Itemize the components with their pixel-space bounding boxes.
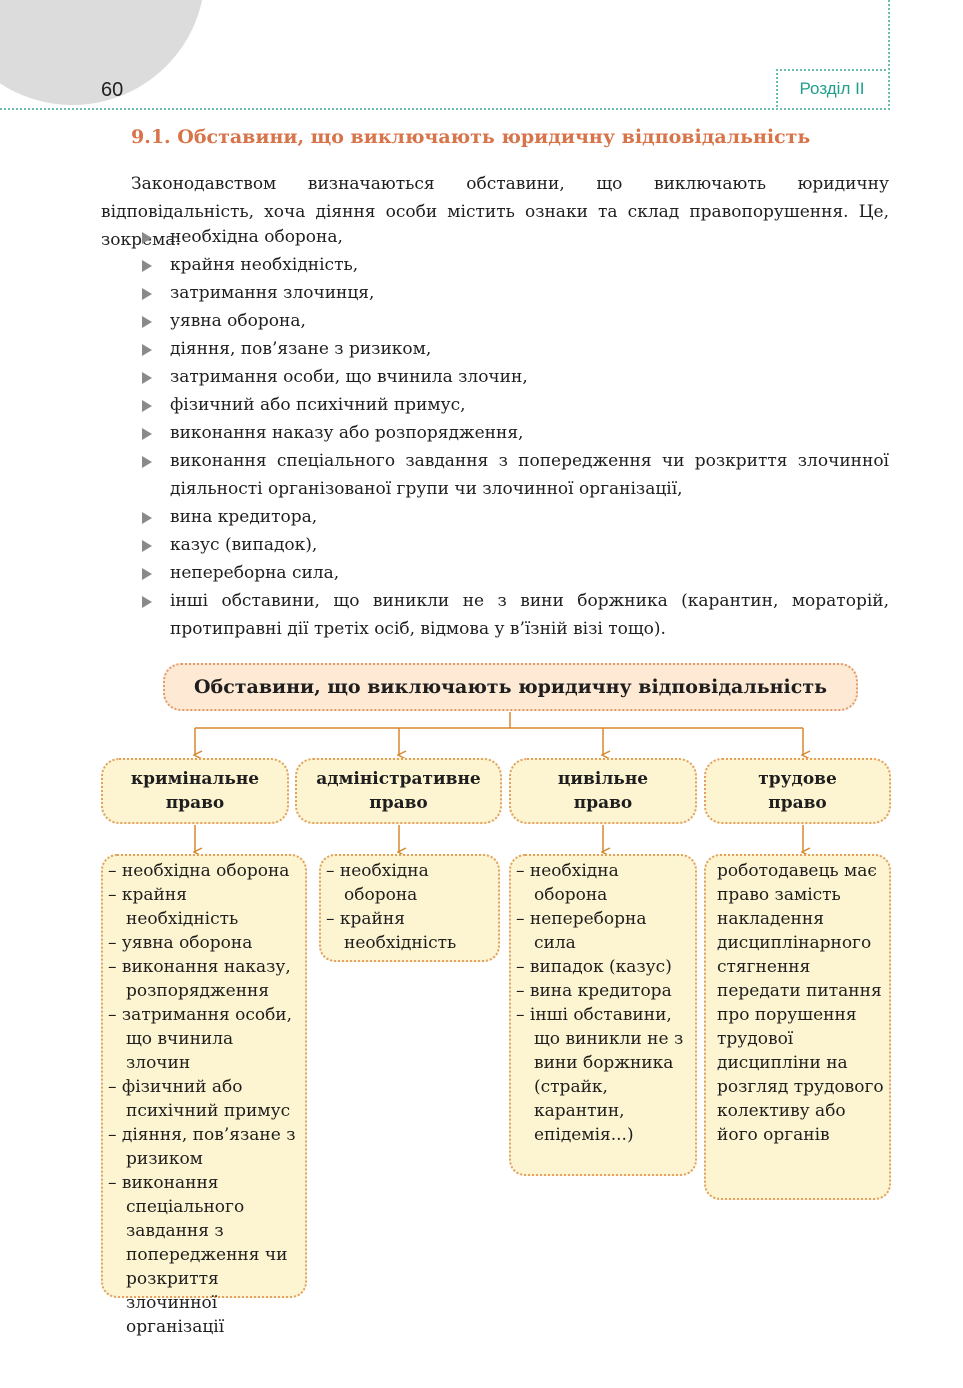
list-item-text: необхідна оборона, xyxy=(170,227,343,247)
branch-label: право xyxy=(768,793,827,813)
detail-item: – необхідна оборона xyxy=(326,859,493,907)
section-title: 9.1. Обставини, що виключають юридичну відповідальність xyxy=(131,126,811,148)
detail-text: роботодавець має право замість накладення дисциплінарного стягнення передати питання про порушення трудової дисципліни на розгляд трудового колективу або його органів xyxy=(717,861,884,1145)
branch-civil-law xyxy=(509,758,697,824)
section-label: Розділ II xyxy=(776,69,886,107)
labour-law-details xyxy=(704,854,891,1200)
detail-item: – випадок (казус) xyxy=(516,955,690,979)
branch-label: право xyxy=(369,793,428,813)
list-item-text: діяння, пов’язане з ризиком, xyxy=(170,339,432,359)
branch-label: адміністративне xyxy=(316,769,481,789)
list-item-text: затримання злочинця, xyxy=(170,283,375,303)
branch-label: трудове xyxy=(758,769,837,789)
detail-item: – виконання спеціального завдання з попередження чи розкриття злочинної організації xyxy=(108,1171,300,1339)
list-item-text: крайня необхідність, xyxy=(170,255,359,275)
page-number: 60 xyxy=(101,79,124,101)
diagram-title: Обставини, що виключають юридичну відповідальність xyxy=(163,663,858,711)
list-item-text: вина кредитора, xyxy=(170,507,318,527)
list-item-text: затримання особи, що вчинила злочин, xyxy=(170,367,528,387)
detail-item: – уявна оборона xyxy=(108,931,300,955)
branch-labour-law xyxy=(704,758,891,824)
detail-item: – необхідна оборона xyxy=(108,859,300,883)
detail-item: – вина кредитора xyxy=(516,979,690,1003)
detail-item: – необхідна оборона xyxy=(516,859,690,907)
branch-administrative-law xyxy=(295,758,502,824)
list-item-text: непереборна сила, xyxy=(170,563,340,583)
detail-item: – крайня необхідність xyxy=(108,883,300,931)
branch-criminal-law xyxy=(101,758,289,824)
branch-label: право xyxy=(165,793,225,813)
detail-item: – крайня необхідність xyxy=(326,907,493,955)
list-item-text: уявна оборона, xyxy=(170,311,306,331)
branch-label: право xyxy=(573,793,633,813)
detail-item: – фізичний або психічний примус xyxy=(108,1075,300,1123)
detail-item: – непереборна сила xyxy=(516,907,690,955)
branch-label: цивільне xyxy=(557,769,649,789)
detail-item: – виконання наказу, розпорядження xyxy=(108,955,300,1003)
intro-paragraph: Законодавством визначаються обставини, що виключають юридичну відповідальність, хоча діяння особи містить ознаки та склад правопорушення. Це, зокрема: xyxy=(101,174,889,250)
list-item-text: казус (випадок), xyxy=(170,535,318,555)
administrative-law-details xyxy=(319,854,500,962)
civil-law-details xyxy=(509,854,697,1176)
list-item-text: інші обставини, що виникли не з вини боржника (карантин, мораторій, протиправні дії третіх осіб, відмова у в’їзній візі тощо). xyxy=(170,591,889,639)
detail-item: – інші обставини, що виникли не з вини боржника (страйк, карантин, епідемія...) xyxy=(516,1003,690,1147)
criminal-law-details xyxy=(101,854,307,1337)
list-item-text: виконання наказу або розпорядження, xyxy=(170,423,524,443)
detail-item: – діяння, пов’язане з ризиком xyxy=(108,1123,300,1171)
branch-label: кримінальне xyxy=(130,769,260,789)
detail-item: – затримання особи, що вчинила злочин xyxy=(108,1003,300,1075)
list-item-text: фізичний або психічний примус, xyxy=(170,395,466,415)
list-item-text: виконання спеціального завдання з попередження чи розкриття злочинної діяльності організованої групи чи злочинної організації, xyxy=(170,451,889,499)
